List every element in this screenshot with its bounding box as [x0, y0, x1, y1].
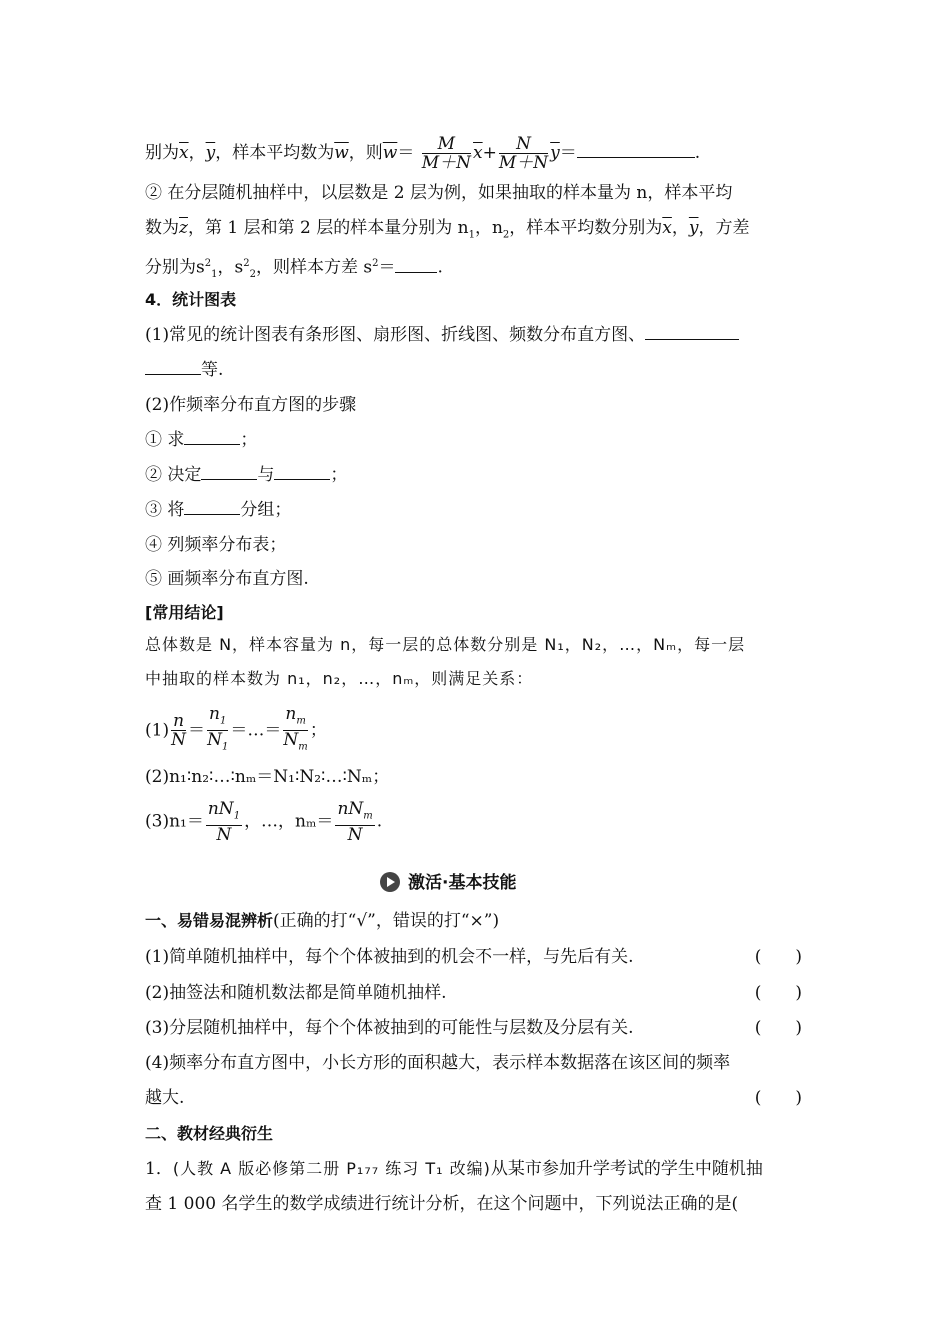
numerator: $n_1$ — [207, 705, 228, 731]
fraction — [206, 800, 242, 844]
formula-3 — [145, 800, 382, 844]
text: 分组； — [240, 500, 292, 520]
variance-line: 分别为$s^2_1$，$s^2_2$，则样本方差 $s^2=$ . — [145, 257, 443, 281]
text: + — [482, 143, 497, 163]
section-title: 4．统计图表 — [145, 290, 237, 309]
text: (3)分层随机抽样中，每个个体被抽到的可能性与层数及分层有关. — [145, 1018, 634, 1038]
numerator: M — [422, 135, 471, 154]
answer-paren[interactable]: ( ) — [754, 983, 802, 1003]
answer-blank[interactable] — [577, 141, 695, 158]
text: (3)n₁＝ — [145, 811, 204, 832]
step-3 — [145, 498, 291, 522]
numerator: $n_m$ — [283, 705, 307, 731]
exercise-1 — [145, 1157, 763, 1181]
chart-types-line-2 — [145, 358, 223, 382]
w-bar: $\overline{w}$ — [334, 143, 349, 163]
text: . — [694, 143, 701, 163]
part2-title: 二、教材经典衍生 — [145, 1124, 274, 1143]
text: ＝ — [397, 143, 415, 163]
text: ② 决定 — [145, 465, 202, 485]
answer-blank[interactable] — [145, 358, 201, 375]
text: (1)常见的统计图表有条形图、扇形图、折线图、频数分布直方图、 — [145, 325, 646, 345]
play-icon — [380, 872, 400, 892]
fraction — [283, 705, 307, 757]
text: ① 求 — [145, 430, 185, 450]
text: ， — [671, 218, 689, 238]
denominator: $N_m$ — [283, 730, 308, 753]
conclusion-title: [常用结论] — [145, 603, 224, 622]
question-1 — [145, 945, 810, 969]
denominator: $N_1$ — [207, 730, 229, 753]
z-bar: $\overline{z}$ — [179, 218, 188, 238]
numerator: N — [499, 135, 548, 154]
text: . — [376, 811, 383, 832]
answer-paren[interactable]: ( ) — [754, 1018, 802, 1038]
stratified-line-2: 数为$\overline{z}$，第 1 层和第 2 层的样本量分别为 $n_1$，$n_2$，样本平均数分别为$\overline{x}$，$\overline{y}$，方差 — [145, 218, 750, 241]
text: 数为 — [145, 218, 179, 238]
text: ； — [309, 720, 327, 741]
y-bar: $\overline{y}$ — [205, 143, 216, 163]
text: ，则 — [348, 143, 383, 163]
question-2 — [145, 981, 810, 1005]
step-2 — [145, 463, 347, 487]
source-note: (人教 A 版必修第二册 P₁₇₇ 练习 T₁ 改编) — [172, 1159, 491, 1178]
question-4-cont — [145, 1086, 810, 1110]
y-bar: $\overline{y}$ — [550, 143, 560, 163]
w-bar: $\overline{w}$ — [382, 143, 398, 163]
chart-types-line — [145, 323, 739, 347]
answer-blank[interactable] — [274, 463, 330, 480]
answer-blank[interactable] — [395, 256, 437, 273]
skills-heading — [380, 868, 516, 893]
text: ＝ — [378, 257, 396, 278]
text: (2)抽签法和随机数法都是简单随机抽样. — [145, 983, 447, 1003]
text: ，…，nₘ＝ — [244, 811, 334, 832]
stratified-line: ② 在分层随机抽样中，以层数是 2 层为例，如果抽取的样本量为 n，样本平均 — [145, 183, 733, 203]
heading-text: 激活·基本技能 — [408, 873, 517, 893]
text: 1． — [145, 1159, 173, 1179]
text: ； — [330, 465, 348, 485]
text: 从某市参加升学考试的学生中随机抽 — [490, 1159, 763, 1179]
exercise-1-cont: 查 1 000 名学生的数学成绩进行统计分析，在这个问题中，下列说法正确的是( — [145, 1194, 739, 1214]
denominator: N — [347, 825, 363, 846]
denominator: M＋N — [421, 153, 472, 173]
fraction-n — [499, 135, 548, 172]
text: 别为 — [145, 143, 179, 163]
text: ，s — [217, 257, 244, 278]
answer-blank[interactable] — [201, 463, 257, 480]
text: ，样本平均数为 — [215, 143, 335, 163]
x-bar: $\overline{x}$ — [662, 218, 672, 238]
formula-2: (2)n₁∶n₂∶…∶nₘ＝N₁∶N₂∶…∶Nₘ； — [145, 767, 390, 787]
denominator: N — [171, 730, 186, 751]
fraction-m — [422, 135, 471, 172]
text: ＝ — [559, 143, 577, 163]
step-4: ④ 列频率分布表； — [145, 535, 287, 555]
question-4: (4)频率分布直方图中，小长方形的面积越大，表示样本数据落在该区间的频率 — [145, 1053, 731, 1073]
numerator: $nN_1$ — [206, 800, 242, 826]
text: (1)简单随机抽样中，每个个体被抽到的机会不一样，与先后有关. — [145, 947, 634, 967]
steps-title: (2)作频率分布直方图的步骤 — [145, 395, 357, 415]
text: ③ 将 — [145, 500, 185, 520]
text: ， — [188, 143, 206, 163]
fraction — [335, 800, 374, 844]
answer-paren[interactable]: ( ) — [754, 947, 802, 967]
answer-paren[interactable]: ( ) — [754, 1088, 802, 1108]
text: (正确的打“√”，错误的打“×”) — [273, 911, 500, 931]
y-bar: $\overline{y}$ — [688, 218, 699, 238]
text: ； — [240, 430, 258, 450]
step-1 — [145, 428, 257, 452]
text: ，n — [474, 218, 503, 238]
conclusion-text: 总体数是 N，样本容量为 n，每一层的总体数分别是 N₁，N₂，…，Nₘ，每一层 — [145, 635, 746, 654]
text: 越大. — [145, 1088, 185, 1108]
numerator: $nN_m$ — [335, 800, 374, 826]
text: 与 — [257, 465, 275, 485]
denominator: N — [216, 825, 232, 846]
text: 等. — [201, 360, 224, 380]
denominator: M＋N — [498, 153, 549, 173]
question-3 — [145, 1016, 810, 1040]
fraction — [171, 712, 186, 749]
numerator: n — [173, 711, 185, 732]
answer-blank[interactable] — [645, 323, 739, 340]
text: 一、易错易混辨析 — [145, 911, 274, 930]
x-bar: $\overline{x}$ — [179, 143, 189, 163]
text: ，样本平均数分别为 — [509, 218, 663, 238]
mean-formula-line — [145, 135, 700, 172]
step-5: ⑤ 画频率分布直方图. — [145, 569, 309, 589]
answer-blank[interactable] — [184, 428, 240, 445]
text: 分别为s — [145, 257, 205, 278]
text: ，则样本方差 s — [255, 257, 373, 278]
text: (1) — [145, 720, 170, 741]
text: . — [437, 257, 443, 278]
fraction — [207, 705, 228, 757]
x-bar: $\overline{x}$ — [473, 143, 483, 163]
answer-blank[interactable] — [184, 498, 240, 515]
text: ，方差 — [698, 218, 750, 238]
part1-title — [145, 909, 499, 933]
text: ，第 1 层和第 2 层的样本量分别为 n — [187, 218, 469, 238]
conclusion-text: 中抽取的样本数为 n₁，n₂，…，nₘ，则满足关系： — [145, 669, 534, 688]
formula-1: (1) $\frac{n}{N}$ ＝ $\frac{n_1}{N_1}$ ＝…＝ $\frac{n_m}{N_m}$ ； — [145, 705, 327, 757]
